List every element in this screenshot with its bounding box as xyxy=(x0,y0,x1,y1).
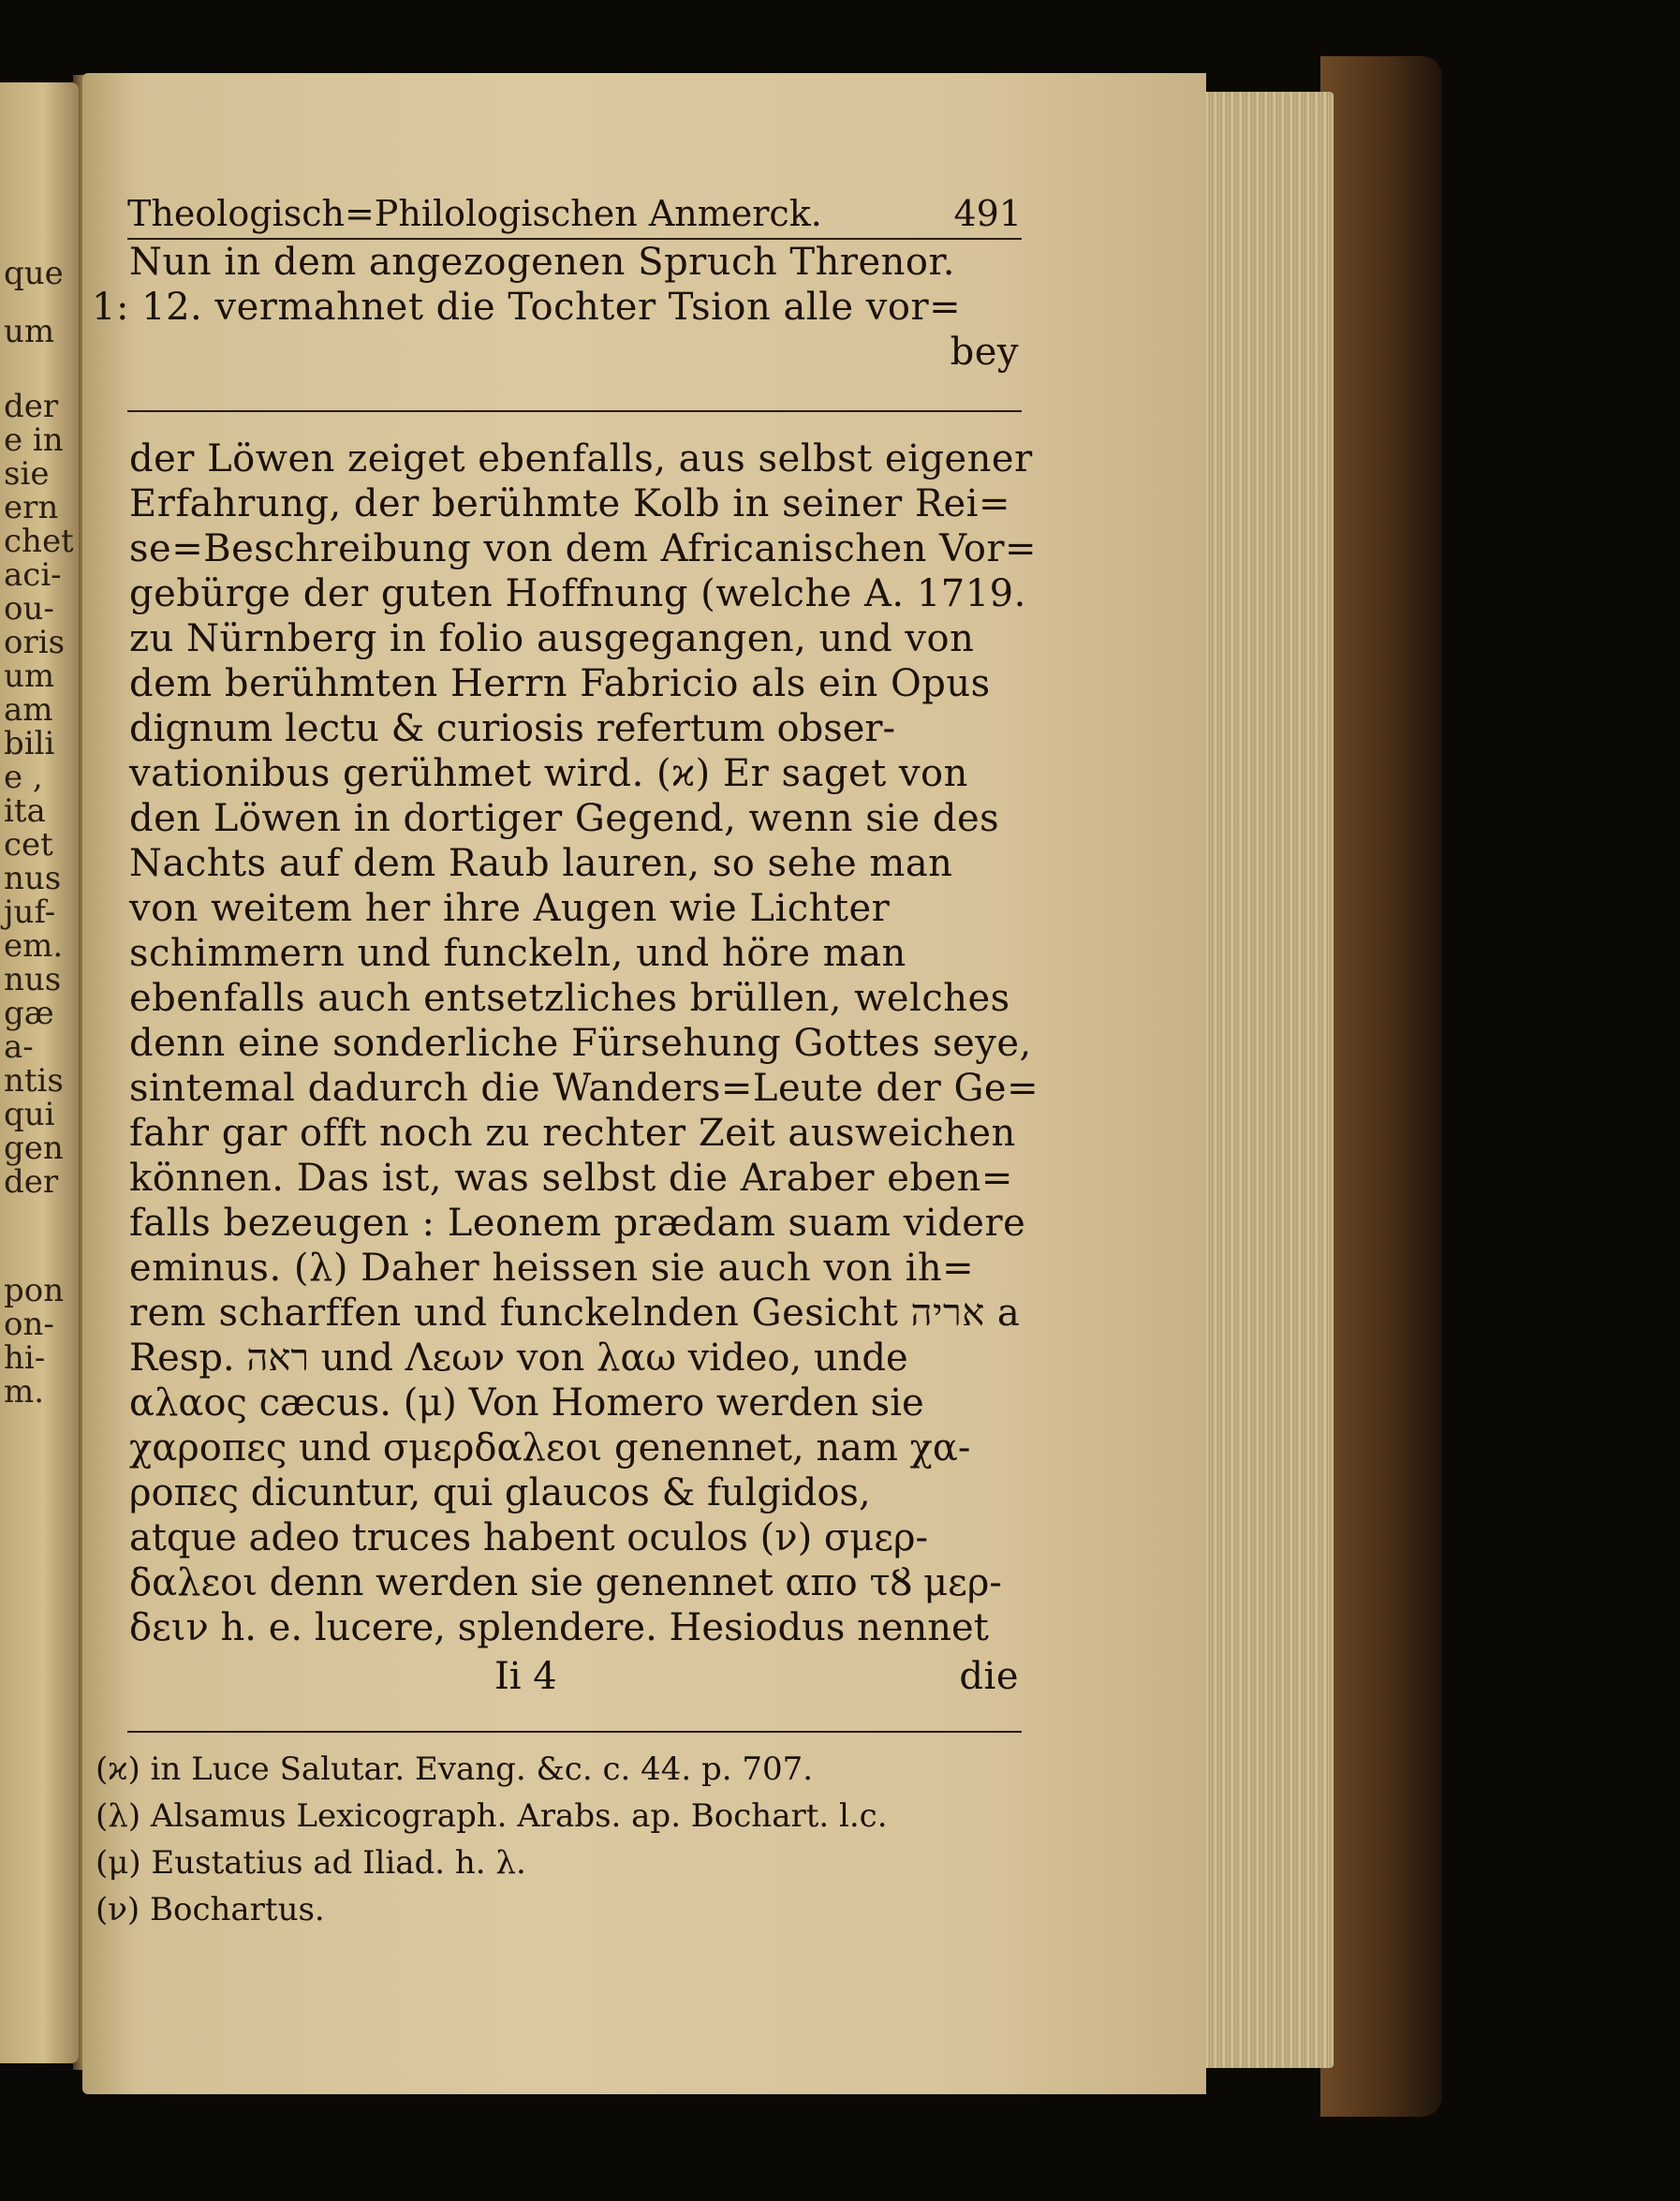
left-fragment: m. xyxy=(4,1373,45,1411)
book-binding xyxy=(1320,56,1442,2117)
left-fragment: am xyxy=(4,691,53,729)
body-line: ebenfalls auch entsetzliches brüllen, welches xyxy=(129,977,1010,1020)
left-fragment: hi- xyxy=(4,1339,46,1377)
left-fragment: a- xyxy=(4,1028,34,1066)
left-fragment: e , xyxy=(4,759,43,796)
body-line: se=Beschreibung von dem Africanischen Vor= xyxy=(129,527,1038,570)
top-line: Nun in dem angezogenen Spruch Threnor. xyxy=(129,241,955,284)
left-fragment: der xyxy=(4,1163,59,1201)
page-number: 491 xyxy=(953,193,1022,234)
left-fragment: gæ xyxy=(4,995,54,1032)
body-line: denn eine sonderliche Fürsehung Gottes seye, xyxy=(129,1022,1032,1065)
left-fragment: e in xyxy=(4,421,64,459)
left-fragment: nus xyxy=(4,860,62,897)
left-fragment: ntis xyxy=(4,1062,64,1100)
body-line: vationibus gerühmet wird. (ϰ) Er saget von xyxy=(129,752,968,795)
footnote: (ν) Bochartus. xyxy=(96,1891,325,1928)
body-line: schimmern und funckeln, und höre man xyxy=(129,932,906,975)
left-fragment: on- xyxy=(4,1306,54,1343)
body-line: rem scharffen und funckelnden Gesicht אריה a xyxy=(129,1292,1021,1335)
body-line: ροπες dicuntur, qui glaucos & fulgidos, xyxy=(129,1471,871,1514)
left-fragment: ern xyxy=(4,489,59,526)
body-line: δαλεοι denn werden sie genennet απο τȢ μερ- xyxy=(129,1561,1002,1604)
body-line: dem berühmten Herrn Fabricio als ein Opus xyxy=(129,662,991,705)
body-line: Resp. ראה und Λεων von λαω video, unde xyxy=(129,1337,908,1380)
body-line: αλαος cæcus. (μ) Von Homero werden sie xyxy=(129,1381,924,1425)
top-line: 1: 12. vermahnet die Tochter Tsion alle vor= xyxy=(92,286,962,329)
left-fragment: ita xyxy=(4,792,46,830)
signature-mark: Ii 4 xyxy=(494,1655,557,1698)
body-line: falls bezeugen : Leonem prædam suam videre xyxy=(129,1202,1026,1245)
body-line: Nachts auf dem Raub lauren, so sehe man xyxy=(129,842,953,885)
body-line: dignum lectu & curiosis refertum obser- xyxy=(129,707,896,750)
body-line: den Löwen in dortiger Gegend, wenn sie des xyxy=(129,797,1000,840)
footnote: (λ) Alsamus Lexicograph. Arabs. ap. Bochart. l.c. xyxy=(96,1797,888,1835)
top-catchword: bey xyxy=(950,331,1019,374)
left-fragment: nus xyxy=(4,961,62,998)
body-line: χαροπες und σμερδαλεοι genennet, nam χα- xyxy=(129,1426,971,1470)
body-line: fahr gar offt noch zu rechter Zeit ausweichen xyxy=(129,1112,1016,1155)
body-line: atque adeo truces habent oculos (ν) σμερ- xyxy=(129,1516,928,1559)
body-line: gebürge der guten Hoffnung (welche A. 1719. xyxy=(129,572,1026,615)
section-rule xyxy=(127,410,1022,412)
book-page xyxy=(82,73,1206,2094)
left-fragment: juf- xyxy=(4,894,56,931)
body-line: Erfahrung, der berühmte Kolb in seiner Rei= xyxy=(129,482,1010,525)
left-fragment: cet xyxy=(4,826,53,864)
left-fragment: sie xyxy=(4,455,50,493)
catchword: die xyxy=(959,1655,1019,1698)
left-fragment: que xyxy=(4,255,64,292)
body-line: von weitem her ihre Augen wie Lichter xyxy=(129,887,891,930)
left-fragment: chet xyxy=(4,523,74,560)
body-line: zu Nürnberg in folio ausgegangen, und von xyxy=(129,617,975,660)
left-fragment: um xyxy=(4,313,55,350)
body-line: können. Das ist, was selbst die Araber eben= xyxy=(129,1157,1013,1200)
left-fragment: gen xyxy=(4,1130,64,1167)
left-fragment: ou- xyxy=(4,590,54,628)
left-fragment: der xyxy=(4,388,59,425)
footnote: (ϰ) in Luce Salutar. Evang. &c. c. 44. p. 707. xyxy=(96,1750,814,1788)
left-fragment: pon xyxy=(4,1272,65,1309)
previous-page-edge xyxy=(0,82,79,2063)
left-fragment: em. xyxy=(4,927,64,965)
body-line: der Löwen zeiget ebenfalls, aus selbst eigener xyxy=(129,437,1033,480)
left-fragment: oris xyxy=(4,624,66,661)
left-fragment: bili xyxy=(4,725,55,762)
footnote: (μ) Eustatius ad Iliad. h. λ. xyxy=(96,1844,526,1882)
body-line: sintemal dadurch die Wanders=Leute der Ge= xyxy=(129,1067,1039,1110)
footnote-rule xyxy=(127,1731,1022,1733)
left-fragment: qui xyxy=(4,1096,55,1133)
running-title: Theologisch=Philologischen Anmerck. xyxy=(127,193,822,234)
page-block-edges xyxy=(1193,92,1334,2068)
left-fragment: aci- xyxy=(4,556,62,594)
body-line: δειν h. e. lucere, splendere. Hesiodus nennet xyxy=(129,1606,989,1649)
left-fragment: um xyxy=(4,657,55,695)
body-line: eminus. (λ) Daher heissen sie auch von ih= xyxy=(129,1247,975,1290)
